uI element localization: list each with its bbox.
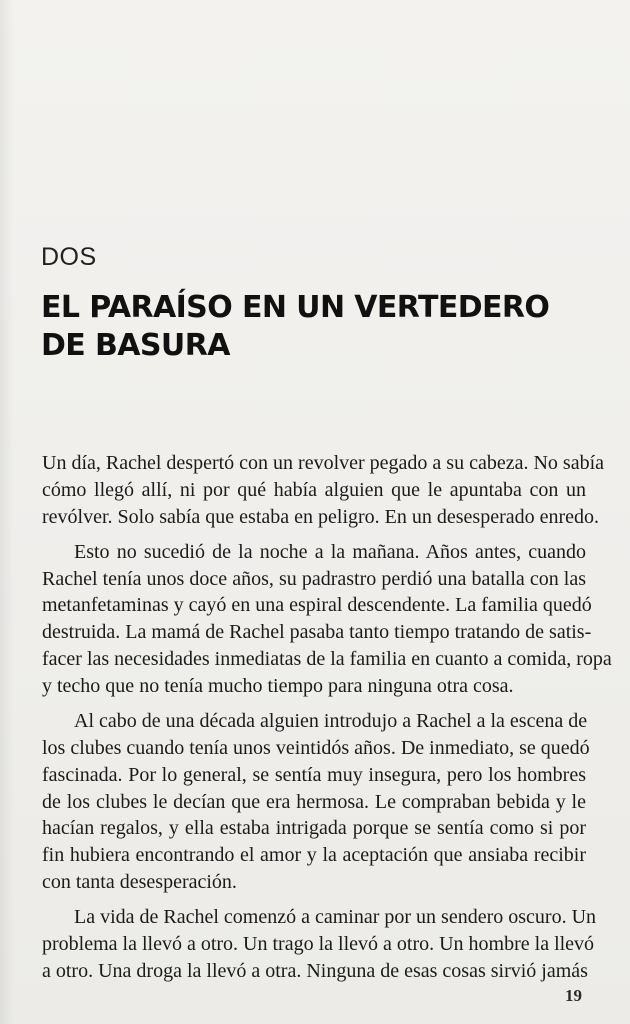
text-line: con tanta desesperación. (42, 870, 237, 893)
chapter-label: DOS (41, 243, 97, 271)
text-line: destruida. La mamá de Rachel pasaba tanto tiempo tratando de satis- (42, 621, 592, 644)
paragraph (42, 450, 605, 530)
chapter-title-line: DE BASURA (41, 328, 230, 363)
text-line: cómo llegó allí, ni por qué había alguien que le apuntaba con un (42, 478, 586, 501)
paragraph (42, 539, 612, 700)
text-line: Al cabo de una década alguien introdujo a Rachel a la escena de (74, 710, 588, 733)
text-line: problema la llevó a otro. Un trago la llevó a otro. Un hombre la llevó (42, 933, 595, 956)
text-line: y techo que no tenía mucho tiempo para ninguna otra cosa. (42, 674, 514, 697)
text-line: hacían regalos, y ella estaba intrigada porque se sentía como si por (42, 817, 586, 840)
text-line: Rachel tenía unos doce años, su padrastro perdió una batalla con las (42, 567, 586, 590)
chapter-title-line: EL PARAÍSO EN UN VERTEDERO (41, 290, 550, 325)
text-line: facer las necesidades inmediatas de la familia en cuanto a comida, ropa (42, 648, 612, 671)
page-number: 19 (565, 986, 582, 1005)
text-line: metanfetaminas y cayó en una espiral descendente. La familia quedó (42, 594, 592, 617)
body-text (42, 450, 612, 993)
text-line: Esto no sucedió de la noche a la mañana. Años antes, cuando (74, 540, 586, 563)
text-line: de los clubes le decían que era hermosa. Le compraban bebida y le (42, 790, 586, 813)
text-line: fascinada. Por lo general, se sentía muy insegura, pero los hombres (42, 763, 586, 786)
paragraph (42, 904, 597, 984)
paragraph (42, 708, 590, 896)
text-line: a otro. Una droga la llevó a otra. Ninguna de esas cosas sirvió jamás (42, 959, 588, 982)
chapter-title (41, 289, 601, 365)
text-line: Un día, Rachel despertó con un revolver pegado a su cabeza. No sabía (42, 452, 605, 474)
text-line: fin hubiera encontrando el amor y la aceptación que ansiaba recibir (42, 844, 586, 867)
text-line: los clubes cuando tenía unos veintidós años. De inmediato, se quedó (42, 736, 590, 759)
text-line: La vida de Rachel comenzó a caminar por un sendero oscuro. Un (74, 906, 597, 929)
text-line: revólver. Solo sabía que estaba en peligro. En un desesperado enredo. (42, 505, 600, 528)
